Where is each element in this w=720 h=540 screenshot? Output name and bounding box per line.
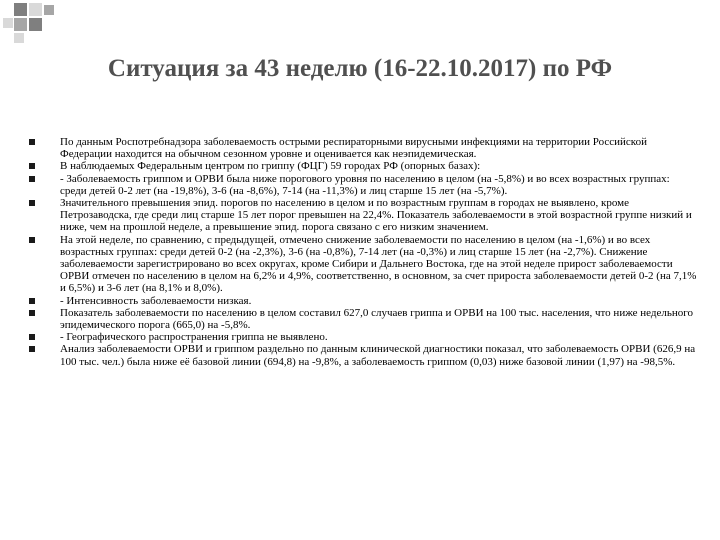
bullet-list xyxy=(28,136,698,368)
list-item-text: Показатель заболеваемости по населению в целом составил 627,0 случаев гриппа и ОРВИ на 100 тыс. населения, что ниже недельного эпидемического порога (665,0) на -5,8%. xyxy=(60,306,694,332)
list-item xyxy=(28,197,698,234)
square-bullet-icon xyxy=(29,237,35,243)
deco-square-mid xyxy=(44,5,54,15)
square-bullet-icon xyxy=(29,346,35,352)
list-item-text: - Интенсивность заболеваемости низкая. xyxy=(60,294,252,307)
deco-square-light xyxy=(29,3,42,16)
list-item-text: Значительного превышения эпид. порогов по населению в целом и по возрастным группам в городах не выявлено, кроме Петрозаводска, где среди лиц старше 15 лет порог превышен на 22,4%. Показатель заболеваемости в этой возрастной группе низкий и ниже, чем на прошлой неделе, а превышение эпид. порога связано с его низким значением. xyxy=(60,197,692,234)
square-bullet-icon xyxy=(29,163,35,169)
list-item-text: Анализ заболеваемости ОРВИ и гриппом раздельно по данным клинической диагностики показал, что заболеваемость ОРВИ (626,9 на 100 тыс. чел.) была ниже её базовой линии (694,8) на -9,8%, а заболеваемость гриппом (0,03) ниже базовой линии (1,97) на -98,5%. xyxy=(60,343,696,368)
list-item xyxy=(28,234,698,295)
list-item-text: В наблюдаемых Федеральным центром по гриппу (ФЦГ) 59 городах РФ (опорных базах): xyxy=(60,160,481,173)
square-bullet-icon xyxy=(29,298,35,304)
list-item-text: - Географического распространения гриппа не выявлено. xyxy=(60,331,328,344)
deco-square-dark xyxy=(29,18,42,31)
deco-square-light xyxy=(3,18,13,28)
list-item xyxy=(28,331,698,343)
list-item xyxy=(28,160,698,172)
list-item-text: На этой неделе, по сравнению, с предыдущей, отмечено снижение заболеваемости по населению в целом (на -1,6%) и во всех возрастных группах: среди детей 0-2 (на -2,3%), 3-6 (на -0,8%), 7-14 лет (на -0,3%) и лиц старше 15 лет (на -2,7%). Снижение заболеваемости зарегистрировано во всех округах, кроме Сибири и Дальнего Востока, где на этой неделе прирост заболеваемости ОРВИ отмечен по населению в целом на 6,2% и 4,9%, соответственно, в основном, за счет прироста заболеваемости детей 0-2 (на 7,1% и 6,5%) и 3-6 лет (на 8,1% и 8,0%). xyxy=(60,233,697,295)
square-bullet-icon xyxy=(29,139,35,145)
square-bullet-icon xyxy=(29,334,35,340)
deco-square-mid xyxy=(14,18,27,31)
list-item-text: - Заболеваемость гриппом и ОРВИ была ниже порогового уровня по населению в целом (на -5,8%) и во всех возрастных группах: среди детей 0-2 лет (на -19,8%), 3-6 (на -8,6%), 7-14 (на -11,3%) и лиц старше 15 лет (на -5,7%). xyxy=(60,172,670,197)
list-item xyxy=(28,173,698,197)
list-item xyxy=(28,343,698,367)
deco-square-dark xyxy=(14,3,27,16)
list-item xyxy=(28,295,698,307)
square-bullet-icon xyxy=(29,310,35,316)
deco-square-light xyxy=(14,33,24,43)
square-bullet-icon xyxy=(29,200,35,206)
list-item xyxy=(28,136,698,160)
corner-decoration xyxy=(0,0,60,45)
slide-title: Ситуация за 43 неделю (16-22.10.2017) по РФ xyxy=(107,55,613,82)
list-item-text: По данным Роспотребнадзора заболеваемость острыми респираторными вирусными инфекциями на территории Российской Федерации находится на обычном сезонном уровне и оценивается как неэпидемическая. xyxy=(60,136,647,161)
square-bullet-icon xyxy=(29,176,35,182)
list-item xyxy=(28,307,698,331)
